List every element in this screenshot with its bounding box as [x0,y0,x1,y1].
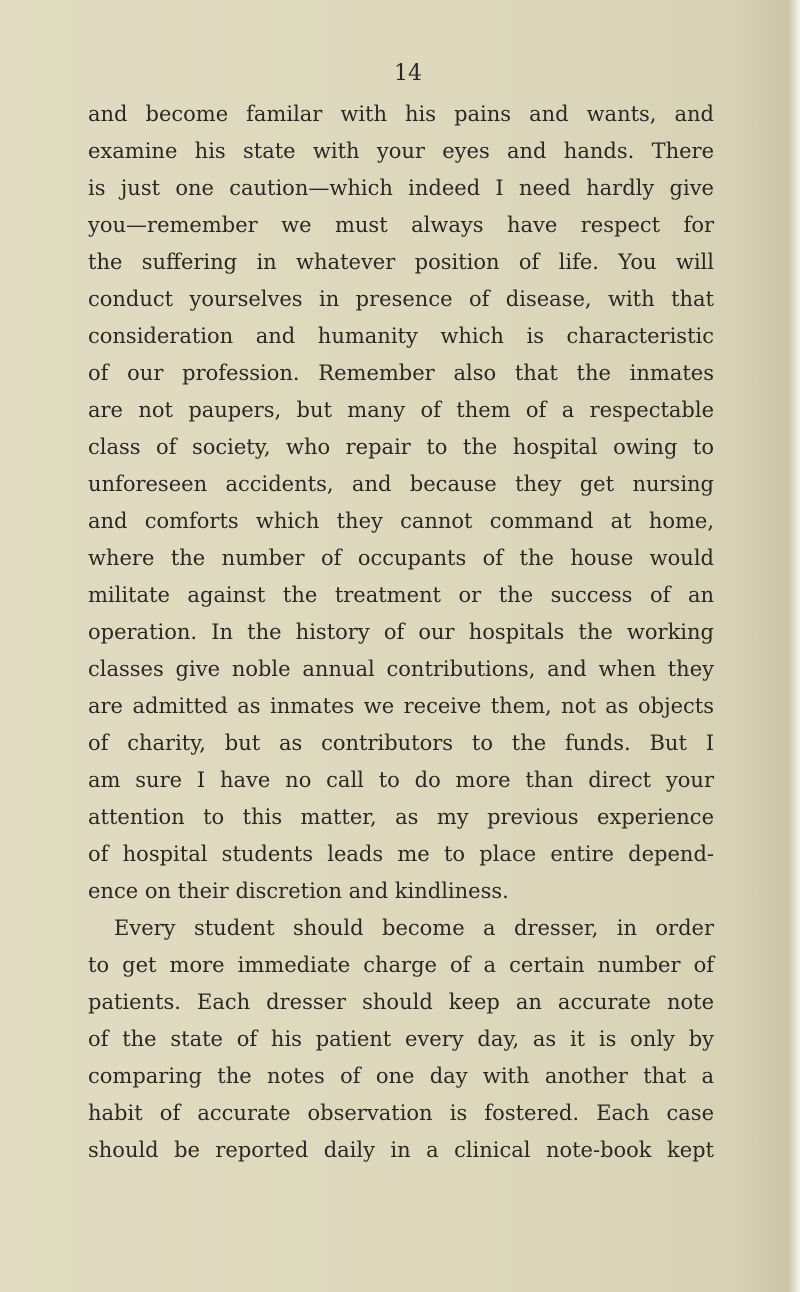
text-line: where the number of occupants of the house would [88,546,714,570]
text-line: is just one caution—which indeed I need hardly give [88,176,714,200]
text-line: militate against the treatment or the success of an [88,583,714,607]
text-line: comparing the notes of one day with another that a [88,1064,714,1088]
text-line: of our profession. Remember also that the inmates [88,361,714,385]
text-line: unforeseen accidents, and because they get nursing [88,472,714,496]
text-line: consideration and humanity which is characteristic [88,324,714,348]
text-line: are admitted as inmates we receive them, not as objects [88,694,714,718]
paragraph-start-line: Every student should become a dresser, in order [114,916,714,940]
text-line: of the state of his patient every day, as it is only by [88,1027,714,1051]
text-line: you—remember we must always have respect for [88,213,714,237]
text-line: attention to this matter, as my previous experience [88,805,714,829]
text-line: and comforts which they cannot command at home, [88,509,714,533]
text-line: class of society, who repair to the hospital owing to [88,435,714,459]
text-line: should be reported daily in a clinical note-book kept [88,1138,714,1162]
text-line: and become familar with his pains and wants, and [88,102,714,126]
body-text [88,96,714,1169]
text-line: habit of accurate observation is fostered. Each case [88,1101,714,1125]
text-line: of hospital students leads me to place entire depend- [88,842,714,866]
text-line: operation. In the history of our hospitals the working [88,620,714,644]
text-line: the suffering in whatever position of life. You will [88,250,714,274]
text-line: to get more immediate charge of a certain number of [88,953,714,977]
text-line: examine his state with your eyes and hands. There [88,139,714,163]
page-number: 14 [394,61,422,86]
text-line: am sure I have no call to do more than direct your [88,768,714,792]
text-line: of charity, but as contributors to the funds. But I [88,731,714,755]
text-line: conduct yourselves in presence of disease, with that [88,287,714,311]
page-edge [788,0,800,1292]
paragraph-end-line: ence on their discretion and kindliness. [88,879,509,903]
text-line: patients. Each dresser should keep an accurate note [88,990,714,1014]
text-line: are not paupers, but many of them of a respectable [88,398,714,422]
text-line: classes give noble annual contributions, and when they [88,657,714,681]
